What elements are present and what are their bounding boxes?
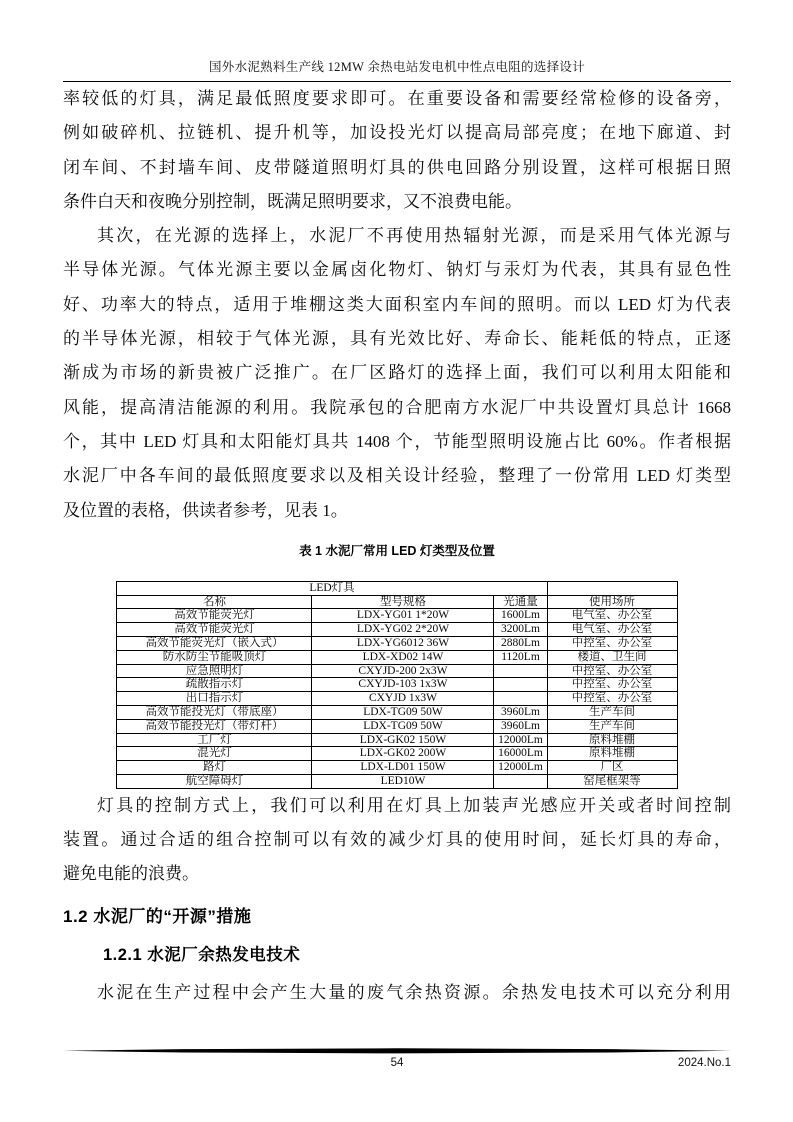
table-cell: LDX-YG02 2*20W [312,623,494,637]
table-cell: 高效节能投光灯（带底座） [117,706,312,720]
footer-row [63,1057,731,1072]
table-cell: 防水防尘节能吸顶灯 [117,650,312,664]
text-line: 好、功率大的特点，适用于堆棚这类大面积室内车间的照明。而以 LED 灯为代表 [63,294,731,314]
table-group-header-row [117,581,677,595]
text-line: 闭车间、不封墙车间、皮带隧道照明灯具的供电回路分别设置，这样可根据日照 [63,157,731,177]
table-cell: CXYJD 1x3W [312,692,494,706]
page-header [63,0,731,82]
table-cell: 高效节能投光灯（带灯杆） [117,719,312,733]
table-cell: LED10W [312,775,494,789]
table-cell: 3960Lm [494,719,547,733]
table-cell: CXYJD-103 1x3W [312,678,494,692]
table-cell: 12000Lm [494,733,547,747]
table-row [117,623,677,637]
table-cell: LDX-GK02 200W [312,747,494,761]
table-cell: 1600Lm [494,609,547,623]
table-cell: 12000Lm [494,761,547,775]
table-group-header-empty-cell [547,581,677,595]
journal-issue-label: 2024.No.1 [677,1057,731,1069]
table-row [117,706,677,720]
section-heading-1-2: 1.2 水泥厂的“开源”措施 [63,906,252,926]
table-cell: LDX-TG09 50W [312,719,494,733]
table-cell: 高效节能荧光灯 [117,623,312,637]
text-line: 半导体光源。气体光源主要以金属卤化物灯、钠灯与汞灯为代表，其具有显色性 [63,260,731,280]
table-cell: 电气室、办公室 [547,609,677,623]
column-header-1: 型号规格 [312,595,494,609]
table-cell: 应急照明灯 [117,664,312,678]
text-line: 风能，提高清洁能源的利用。我院承包的合肥南方水泥厂中共设置灯具总计 1668 [63,397,731,417]
text-line: 装置。通过合适的组合控制可以有效的减少灯具的使用时间，延长灯具的寿命， [63,830,731,850]
table-cell: 3960Lm [494,706,547,720]
text-line: 其次，在光源的选择上，水泥厂不再使用热辐射光源，而是采用气体光源与 [97,226,731,246]
table-cell: 生产车间 [547,719,677,733]
table-row [117,650,677,664]
text-line: 率较低的灯具，满足最低照度要求即可。在重要设备和需要经常检修的设备旁， [63,89,731,108]
table-row [117,761,677,775]
table-row [117,733,677,747]
table-cell: 2880Lm [494,637,547,651]
table-caption: 表 1 水泥厂常用 LED 灯类型及位置 [299,543,495,558]
table-cell: 3200Lm [494,623,547,637]
table-cell [494,664,547,678]
paragraph-light-source-selection [63,219,731,528]
table-group-header-cell: LED灯具 [117,581,547,595]
table-cell [494,692,547,706]
running-header-title: 国外水泥熟料生产线 12MW 余热电站发电机中性点电阻的选择设计 [208,60,586,74]
table-cell [494,678,547,692]
table-row [117,775,677,789]
table-row [117,664,677,678]
table-cell: 1120Lm [494,650,547,664]
table-cell: 航空障碍灯 [117,775,312,789]
text-line: 水泥厂中各车间的最低照度要求以及相关设计经验，整理了一份常用 LED 灯类型 [63,466,731,486]
text-line: 避免电能的浪费。 [63,864,199,884]
table-cell: 电气室、办公室 [547,623,677,637]
table-row [117,609,677,623]
page-footer [63,1048,731,1072]
table-cell [494,775,547,789]
paragraph-lighting-continued [63,82,731,219]
table-cell: LDX-TG09 50W [312,706,494,720]
table-cell: 楼道、卫生间 [547,650,677,664]
table-cell: 16000Lm [494,747,547,761]
table-cell: LDX-GK02 150W [312,733,494,747]
page-number: 54 [390,1057,404,1069]
table-row [117,678,677,692]
table-cell: 原料堆棚 [547,747,677,761]
paragraph-waste-heat-intro [63,976,731,1010]
table-cell: LDX-LD01 150W [312,761,494,775]
table-cell: 工厂灯 [117,733,312,747]
table-row [117,692,677,706]
column-header-3: 使用场所 [547,595,677,609]
table-row [117,637,677,651]
table-cell: 厂区 [547,761,677,775]
table-cell: CXYJD-200 2x3W [312,664,494,678]
table-cell: 中控室、办公室 [547,664,677,678]
text-line: 及位置的表格，供读者参考，见表 1。 [63,500,348,520]
column-header-0: 名称 [117,595,312,609]
text-line: 个，其中 LED 灯具和太阳能灯具共 1408 个，节能型照明设施占比 60%。作者根据 [63,431,731,451]
footer-rule-bar [63,1048,731,1054]
table-cell: 路灯 [117,761,312,775]
table-cell: 高效节能荧光灯 [117,609,312,623]
table-cell: 中控室、办公室 [547,678,677,692]
table-cell: 中控室、办公室 [547,637,677,651]
table-cell: 窑尾框架等 [547,775,677,789]
table-header [117,581,677,609]
page-body [63,82,731,1010]
table-cell: LDX-YG01 1*20W [312,609,494,623]
paragraph-control-method [63,789,731,892]
table-row [117,747,677,761]
table-row [117,719,677,733]
table-cell: 原料堆棚 [547,733,677,747]
table-column-header-row [117,595,677,609]
table-cell: 高效节能荧光灯（嵌入式） [117,637,312,651]
section-heading-1-2-1: 1.2.1 水泥厂余热发电技术 [103,945,301,964]
table-cell: 疏散指示灯 [117,678,312,692]
table-cell: LDX-YG6012 36W [312,637,494,651]
table-cell: 中控室、办公室 [547,692,677,706]
table-cell: 出口指示灯 [117,692,312,706]
table-cell: 混光灯 [117,747,312,761]
text-line: 例如破碎机、拉链机、提升机等，加设投光灯以提高局部亮度；在地下廊道、封 [63,123,731,143]
text-line: 灯具的控制方式上，我们可以利用在灯具上加装声光感应开关或者时间控制 [97,795,731,815]
text-line: 条件白天和夜晚分别控制，既满足照明要求，又不浪费电能。 [63,191,522,211]
table-body [117,609,677,788]
table-cell: LDX-XD02 14W [312,650,494,664]
column-header-2: 光通量 [494,595,547,609]
text-line: 水泥在生产过程中会产生大量的废气余热资源。余热发电技术可以充分利用 [97,982,731,1002]
text-line: 渐成为市场的新贵被广泛推广。在厂区路灯的选择上面，我们可以利用太阳能和 [63,363,731,383]
led-lamp-table [116,581,677,789]
table-cell: 生产车间 [547,706,677,720]
text-line: 的半导体光源，相较于气体光源，具有光效比好、寿命长、能耗低的特点，正逐 [63,329,731,349]
